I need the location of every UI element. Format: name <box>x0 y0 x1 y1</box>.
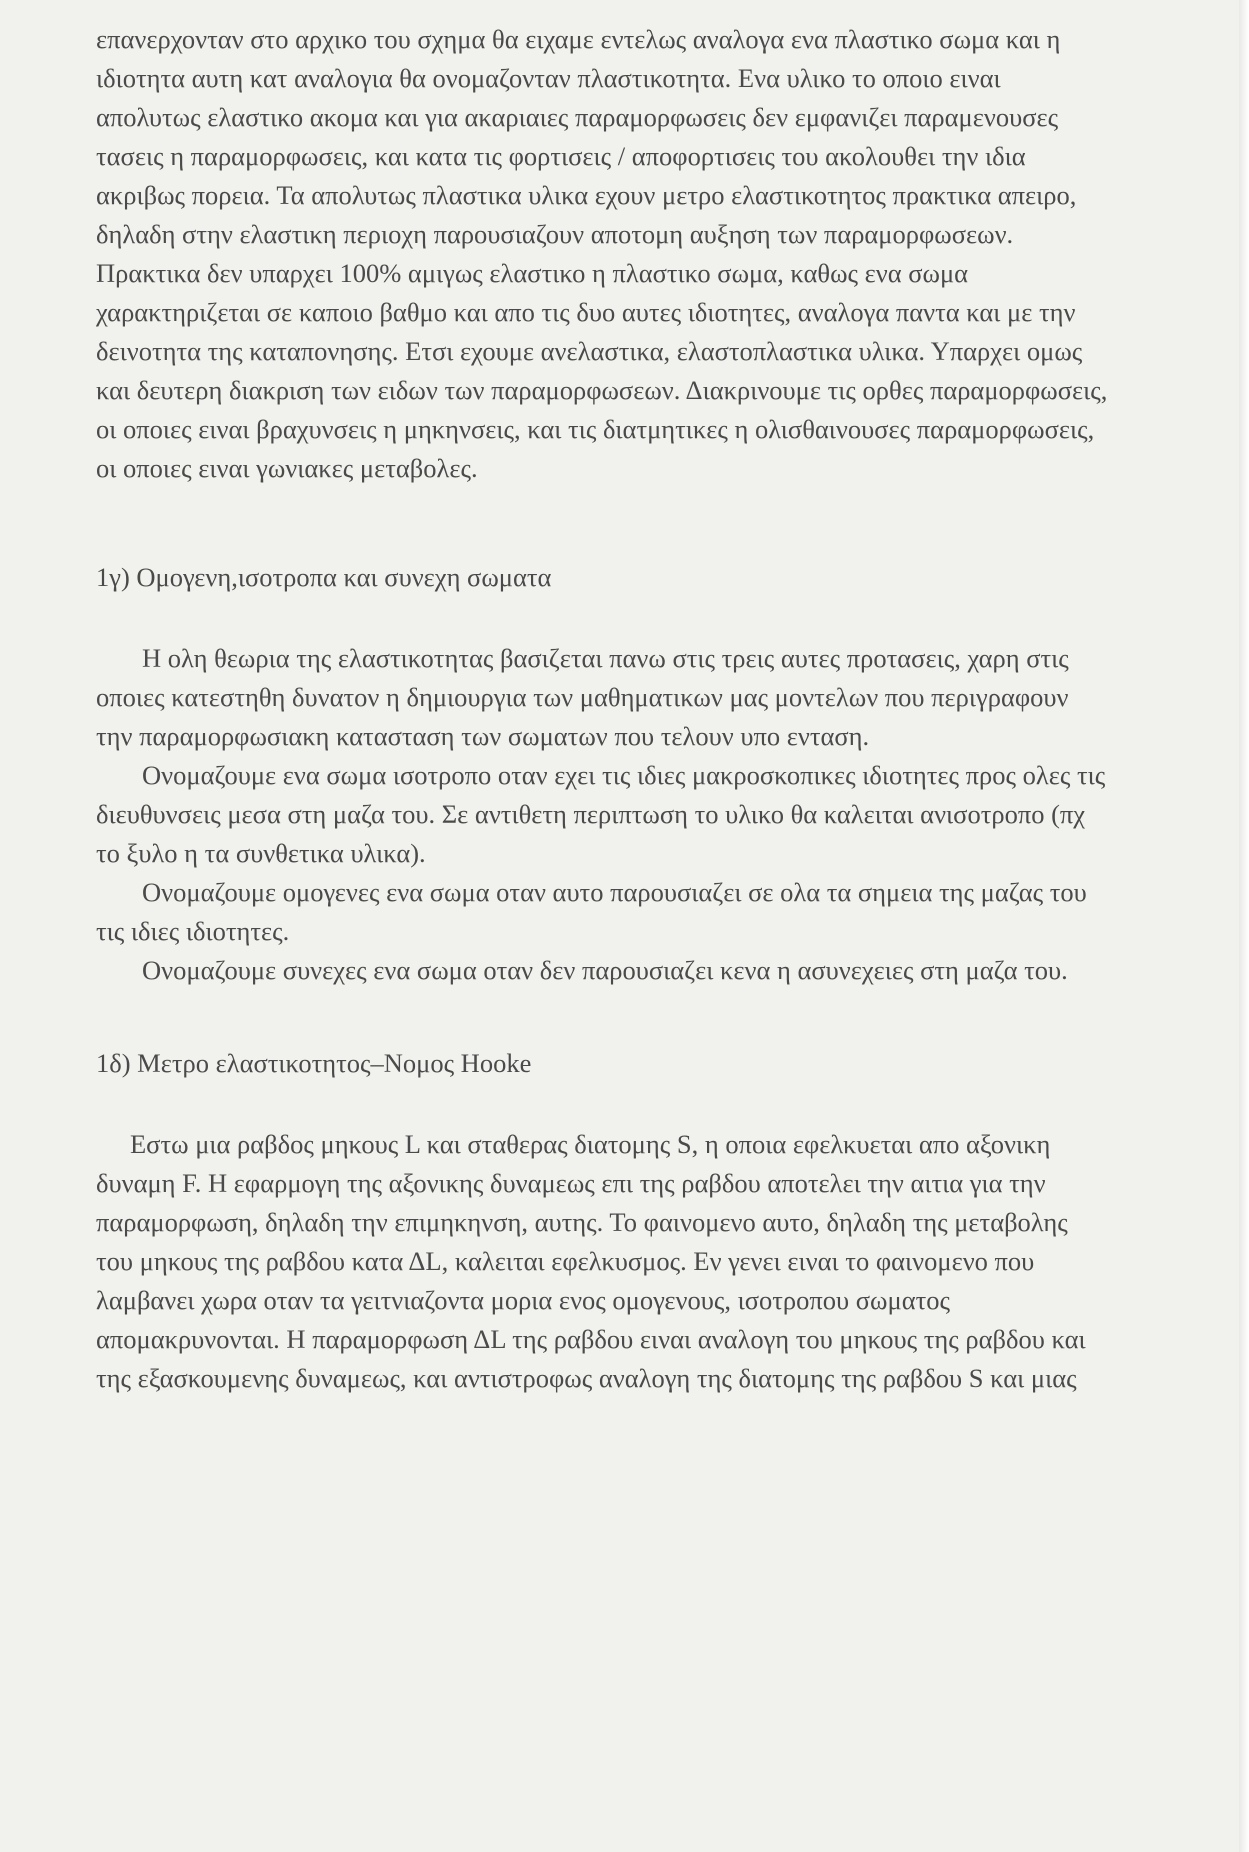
paragraph-plasticity: επανερχονταν στο αρχικο του σχημα θα ειχαμε εντελως αναλογα ενα πλαστικο σωμα και η ιδιοτητα αυτη κατ αναλογια θα ονομαζονταν πλαστικοτητα. Ενα υλικο το οποιο ειναι απολυτως ελαστικο ακομα και για ακαριαιες παραμορφωσεις δεν εμφανιζει παραμενουσες τασεις η παραμορφωσεις, και κατα τις φορτισεις / αποφορτισεις του ακολουθει την ιδια ακριβως πορεια. Τα απολυτως πλαστικα υλικα εχουν μετρο ελαστικοτητος πρακτικα απειρο, δηλαδη στην ελαστικη περιοχη παρουσιαζουν αποτομη αυξηση των παραμορφωσεων. Πρακτικα δεν υπαρχει 100% αμιγως ελαστικο η πλαστικο σωμα, καθως ενα σωμα χαρακτηριζεται σε καποιο βαθμο και απο τις δυο αυτες ιδιοτητες, αναλογα παντα και με την δεινοτητα της καταπονησης. Ετσι εχουμε ανελαστικα, ελαστοπλαστικα υλικα. Υπαρχει ομως και δευτερη διακριση των ειδων των παραμορφωσεων. Διακρινουμε τις ορθες παραμορφωσεις, οι οποιες ειναι βραχυνσεις η μηκηνσεις, και τις διατμητικες η ολισθαινουσες παραμορφωσεις, οι οποιες ειναι γωνιακες μεταβολες. <box>96 24 1108 483</box>
scan-edge <box>1239 0 1249 1852</box>
paragraph-isotropic: Ονομαζουμε ενα σωμα ισοτροπο οταν εχει τις ιδιες μακροσκοπικες ιδιοτητες προς ολες τις διευθυνσεις μεσα στη μαζα του. Σε αντιθετη περιπτωση το υλικο θα καλειται ανισοτροπο (πχ το ξυλο η τα συνθετικα υλικα). <box>96 760 1106 868</box>
section-heading-1g: 1γ) Ομογενη,ισοτροπα και συνεχη σωματα <box>96 562 552 592</box>
spacer <box>96 597 1111 639</box>
section-heading-1d: 1δ) Μετρο ελαστικοτητος–Νομος Hooke <box>96 1048 532 1078</box>
document-body <box>96 20 1111 1398</box>
paragraph-hooke-law: Εστω μια ραβδος μηκους L και σταθερας διατομης S, η οποια εφελκυεται απο αξονικη δυναμη F. Η εφαρμογη της αξονικης δυναμεως επι της ραβδου αποτελει την αιτια για την παραμορφωση, δηλαδη την επιμηκηνση, αυτης. Το φαινομενο αυτο, δηλαδη της μεταβολης του μηκους της ραβδου κατα ΔL, καλειται εφελκυσμος. Εν γενει ειναι το φαινομενο που λαμβανει χωρα οταν τα γειτνιαζοντα μορια ενος ομογενους, ισοτροπου σωματος απομακρυνονται. Η παραμορφωση ΔL της ραβδου ειναι αναλογη του μηκους της ραβδου και της εξασκουμενης δυναμεως, και αντιστροφως αναλογη της διατομης της ραβδου S και μιας <box>96 1129 1086 1393</box>
paragraph-continuous: Ονομαζουμε συνεχες ενα σωμα οταν δεν παρουσιαζει κενα η ασυνεχειες στη μαζα του. <box>142 955 1068 985</box>
paragraph-homogeneous: Ονομαζουμε ομογενες ενα σωμα οταν αυτο παρουσιαζει σε ολα τα σημεια της μαζας του τις ιδιες ιδιοτητες. <box>96 877 1087 946</box>
paragraph-elasticity-theory: Η ολη θεωρια της ελαστικοτητας βασιζεται πανω στις τρεις αυτες προτασεις, χαρη στις οποιες κατεστηθη δυνατον η δημιουργια των μαθηματικων μας μοντελων που περιγραφουν την παραμορφωσιακη κατασταση των σωματων που τελουν υπο ενταση. <box>96 643 1069 751</box>
spacer <box>96 488 1111 558</box>
spacer <box>96 990 1111 1044</box>
spacer <box>96 1083 1111 1125</box>
